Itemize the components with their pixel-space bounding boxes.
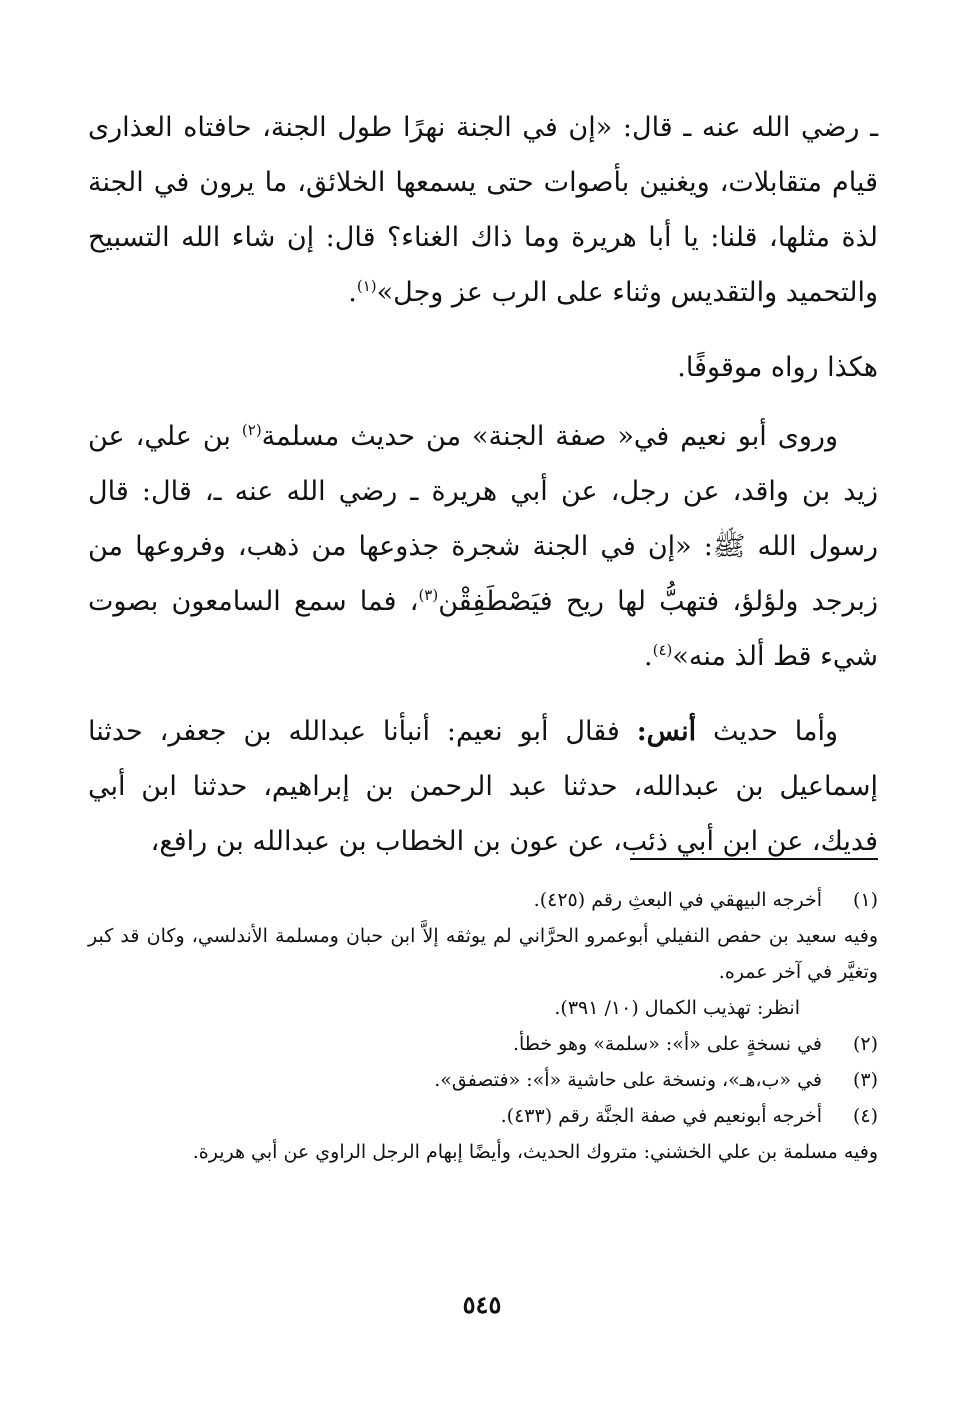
footnote-4 — [88, 1098, 878, 1134]
paragraph-1: ـ رضي الله عنه ـ قال: «إن في الجنة نهرًا طول الجنة، حافتاه العذارى قيام متقابلات، ويغنين بأصوات حتى يسمعها الخلائق، ما يرون في الجنة لذة مثلها، قلنا: يا أبا هريرة وما ذاك الغناء؟ قال: إن شاء الله التسبيح والتحميد والتقديس وثناء على الرب عز وجل»$^{(١)}$. — [88, 112, 878, 308]
footnote-number: (٢) — [852, 1033, 878, 1055]
footnote-1-reference: انظر: تهذيب الكمال (١٠/ ٣٩١). — [554, 997, 800, 1019]
footnote-2 — [88, 1026, 878, 1062]
page-number: ٥٤٥ — [462, 1290, 502, 1319]
footnote-text: في نسخةٍ على «أ»: «سلمة» وهو خطأ. — [512, 1033, 822, 1055]
footnotes — [88, 882, 878, 1170]
footnote-text: في «ب،هـ»، ونسخة على حاشية «أ»: «فتصفق». — [434, 1069, 822, 1091]
footnote-ref-1: (١) — [356, 277, 377, 295]
paragraph-4: وأما حديث أنس: فقال أبو نعيم: أنبأنا عبدالله بن جعفر، حدثنا إسماعيل بن عبدالله، حدثنا عبد الرحمن بن إبراهيم، حدثنا ابن أبي فديك، عن ابن أبي ذئب، عن عون بن الخطاب بن عبدالله بن رافع، — [88, 716, 878, 857]
footnote-text: أخرجه أبونعيم في صفة الجنَّة رقم (٤٣٣). — [500, 1105, 822, 1127]
footnote-number: (١) — [852, 889, 878, 911]
footnote-ref-3: (٣) — [418, 586, 439, 604]
bold-name-anas: أنس: — [636, 716, 697, 747]
footnote-4-continuation: وفيه مسلمة بن علي الخشني: متروك الحديث، وأيضًا إبهام الرجل الراوي عن أبي هريرة. — [192, 1141, 878, 1163]
footnote-3 — [88, 1062, 878, 1098]
footnote-separator — [630, 858, 878, 860]
footnote-ref-2: (٢) — [241, 421, 262, 439]
footnote-1-continuation: وفيه سعيد بن حفص النفيلي أبوعمرو الحرَّاني لم يوثقه إلاَّ ابن حبان ومسلمة الأندلسي، وكان قد كبر وتغيَّر في آخر عمره. — [88, 925, 878, 983]
footnote-text: أخرجه البيهقي في البعثِ رقم (٤٢٥). — [533, 889, 822, 911]
paragraph-2: هكذا رواه موقوفًا. — [677, 352, 878, 383]
main-text — [88, 100, 878, 889]
footnote-1 — [88, 882, 878, 918]
footnote-number: (٤) — [852, 1105, 878, 1127]
footnote-ref-4: (٤) — [652, 641, 673, 659]
paragraph-3: وروى أبو نعيم في« صفة الجنة» من حديث مسلمة$^{(٢)}$ بن علي، عن زيد بن واقد، عن رجل، عن أبي هريرة ـ رضي الله عنه ـ، قال: قال رسول الله ﷺ: «إن في الجنة شجرة جذوعها من ذهب، وفروعها من زبرجد ولؤلؤ، فتهبُّ لها ريح فيَصْطَفِقْن$^{(٣)}$، فما سمع السامعون بصوت شيء قط ألذ منه»$^{(٤)}$. — [88, 421, 878, 672]
footnote-number: (٣) — [852, 1069, 878, 1091]
